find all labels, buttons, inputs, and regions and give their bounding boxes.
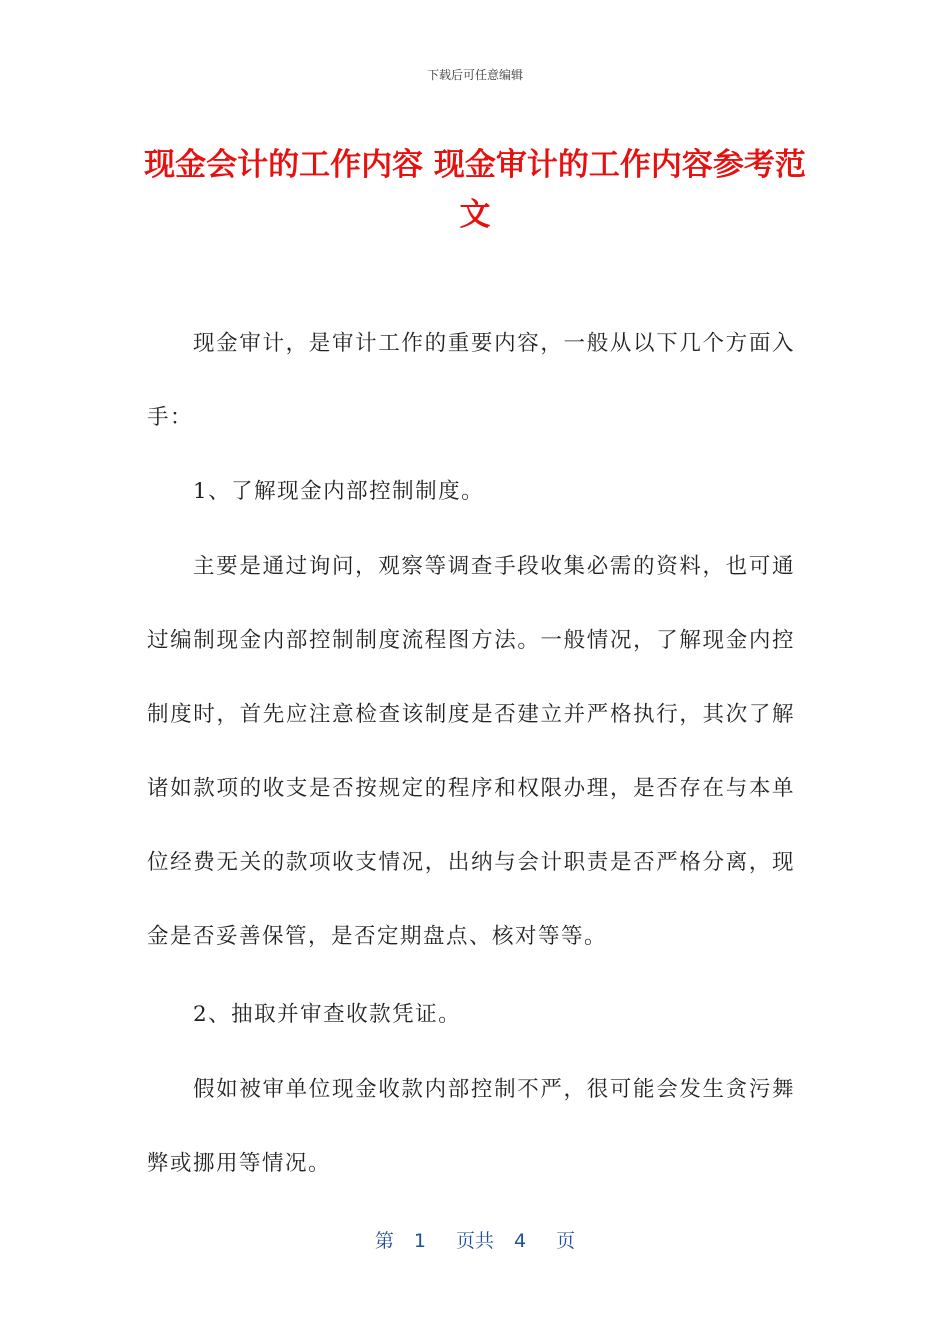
footer-page-prefix: 第 <box>374 1230 394 1252</box>
page-footer <box>0 1226 950 1253</box>
footer-page-suffix: 页 <box>556 1230 576 1252</box>
paragraph-intro: 现金审计，是审计工作的重要内容，一般从以下几个方面入手： <box>147 331 795 430</box>
paragraph-step-2-heading: 2、抽取并审查收款凭证。 <box>193 1002 462 1027</box>
paragraph-step-1-body: 主要是通过询问，观察等调查手段收集必需的资料，也可通过编制现金内部控制制度流程图方法。一般情况，了解现金内控制度时，首先应注意检查该制度是否建立并严格执行，其次了解诸如款项的收支是否按规定的程序和权限办理，是否存在与本单位经费无关的款项收支情况，出纳与会计职责是否严格分离，现金是否妥善保管，是否定期盘点、核对等等。 <box>147 554 795 949</box>
footer-page-middle: 页共 <box>455 1230 494 1252</box>
footer-page-total: 4 <box>514 1230 527 1252</box>
document-title: 现金会计的工作内容 现金审计的工作内容参考范文 <box>144 147 806 233</box>
paragraph-step-2-body: 假如被审单位现金收款内部控制不严，很可能会发生贪污舞弊或挪用等情况。 <box>147 1077 795 1176</box>
header-note: 下载后可任意编辑 <box>426 68 523 82</box>
paragraph-step-1-heading: 1、了解现金内部控制制度。 <box>193 479 485 504</box>
footer-page-number: 1 <box>413 1230 426 1252</box>
